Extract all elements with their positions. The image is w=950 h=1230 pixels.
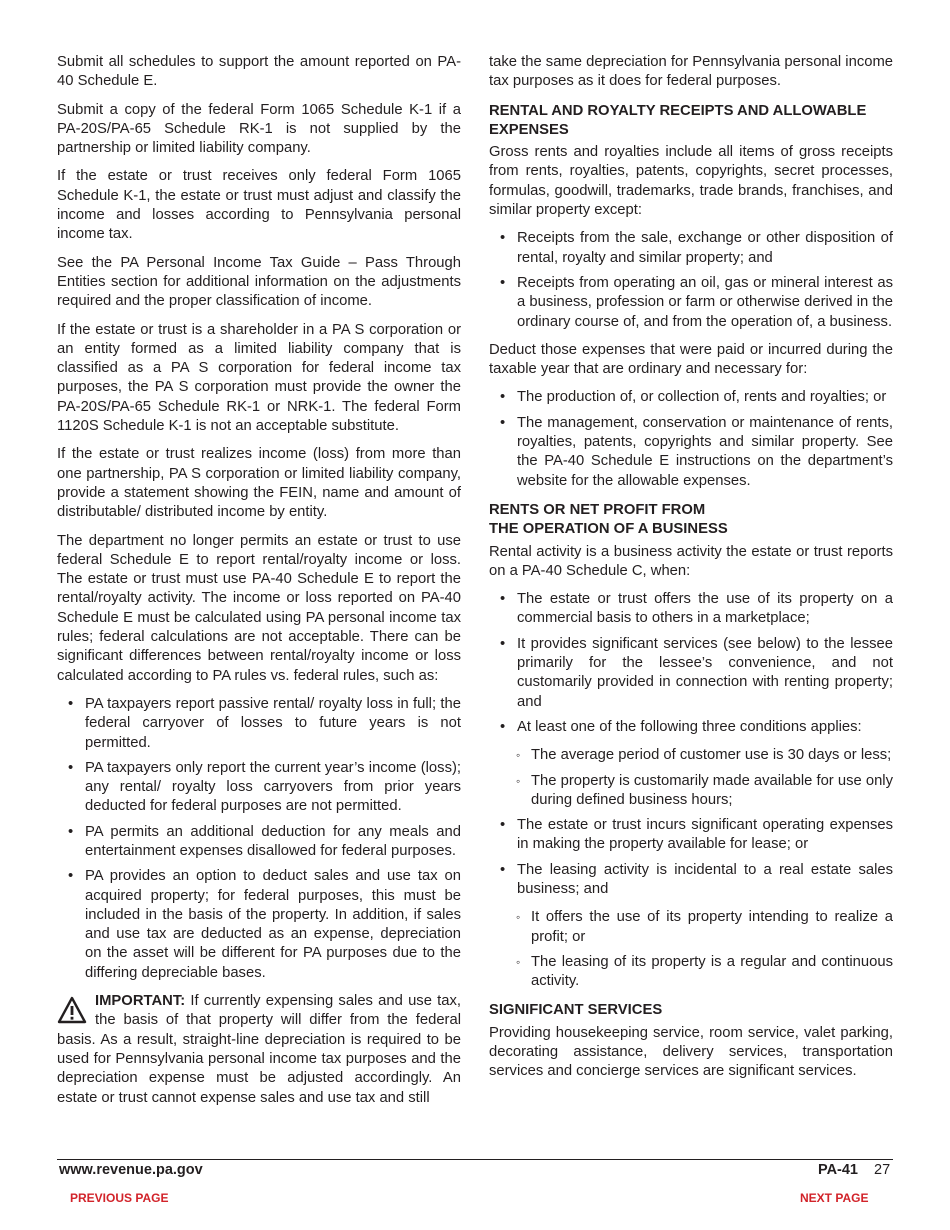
list-item: • PA permits an additional deduction for any meals and entertainment expenses disallowed for federal purposes. (57, 823, 461, 862)
sub-list-item: ◦ The property is customarily made available for use only during defined business hours; (489, 772, 893, 811)
heading-line: THE OPERATION OF A BUSINESS (489, 521, 728, 538)
sub-list-item: ◦ It offers the use of its property intending to realize a profit; or (489, 908, 893, 947)
leasing-conditions-list (489, 908, 893, 991)
paragraph: Submit all schedules to support the amount reported on PA-40 Schedule E. (57, 54, 461, 90)
paragraph: Rental activity is a business activity the estate or trust reports on a PA-40 Schedule C, when: (489, 543, 893, 579)
paragraph: If the estate or trust is a shareholder in a PA S corporation or an entity formed as a limited liability company that is classified as a PA S corporation for federal income tax purposes, the PA S corporation must provide the owner the PA-20S/PA-65 Schedule RK-1 or NRK-1. The federal Form 1120S Schedule K-1 is not an acceptable substitute. (57, 321, 461, 435)
footer-form-name: PA-41 (817, 1162, 858, 1178)
list-item: • At least one of the following three conditions applies: (489, 718, 893, 737)
list-item: • The leasing activity is incidental to a real estate sales business; and (489, 861, 893, 900)
list-item: • It provides significant services (see below) to the lessee primarily for the lessee’s convenience, and not customarily provided in connection with renting property; and (489, 635, 893, 712)
left-column (57, 53, 461, 1108)
important-text: If currently expensing sales and use tax, the basis of that property will differ from the federal basis. As a result, straight-line depreciation is required to be used for Pennsylvania personal income tax purposes and the depreciation expense must be adjusted accordingly. An estate or trust cannot expense sales and use tax and still (57, 993, 461, 1106)
paragraph: Gross rents and royalties include all items of gross receipts from rents, royalties, patents, copyrights, secret processes, formulas, goodwill, trademarks, trade brands, franchises, and similar property except: (489, 144, 893, 219)
next-page-link[interactable]: NEXT PAGE (800, 1191, 869, 1205)
footer-page-number: 27 (874, 1162, 891, 1178)
previous-page-link[interactable]: PREVIOUS PAGE (70, 1191, 169, 1205)
deduct-list (489, 388, 893, 490)
footer-divider (57, 1159, 893, 1160)
list-item: • PA taxpayers report passive rental/ royalty loss in full; the federal carryover of losses to future years is not permitted. (57, 695, 461, 753)
paragraph: take the same depreciation for Pennsylvania personal income tax purposes as it does for federal purposes. (489, 54, 893, 90)
list-item: • Receipts from the sale, exchange or other disposition of rental, royalty and similar property; and (489, 229, 893, 268)
paragraph: If the estate or trust realizes income (loss) from more than one partnership, PA S corporation or limited liability company, provide a statement showing the FEIN, name and amount of distributable/ distributed income by entity. (57, 446, 461, 521)
sub-list-item: ◦ The average period of customer use is 30 days or less; (489, 746, 893, 765)
rental-activity-list (489, 590, 893, 737)
footer-website: www.revenue.pa.gov (59, 1162, 203, 1178)
list-item: • PA taxpayers only report the current year’s income (loss); any rental/ royalty loss carryovers from prior years deducted for federal purposes are not permitted. (57, 759, 461, 817)
right-column (489, 53, 893, 1091)
paragraph: If the estate or trust receives only federal Form 1065 Schedule K-1, the estate or trust must adjust and classify the income and losses according to Pennsylvania personal income tax. (57, 168, 461, 243)
pa-rules-list (57, 695, 461, 983)
list-item: • The estate or trust incurs significant operating expenses in making the property available for lease; or (489, 816, 893, 855)
section-heading-significant-services: SIGNIFICANT SERVICES (489, 1002, 663, 1019)
section-heading-rents-net-profit (489, 501, 893, 540)
paragraph: Providing housekeeping service, room service, valet parking, decorating assistance, delivery services, transportation services and concierge services are significant services. (489, 1024, 893, 1080)
paragraph: Deduct those expenses that were paid or incurred during the taxable year that are ordinary and necessary for: (489, 341, 893, 378)
important-note (57, 992, 461, 1108)
list-item: • Receipts from operating an oil, gas or mineral interest as a business, profession or farm or otherwise derived in the ordinary course of, and from the operation of, a business. (489, 274, 893, 332)
sub-list-item: ◦ The leasing of its property is a regular and continuous activity. (489, 953, 893, 992)
except-list (489, 229, 893, 331)
list-item: • The estate or trust offers the use of its property on a commercial basis to others in a marketplace; (489, 590, 893, 629)
list-item: • PA provides an option to deduct sales and use tax on acquired property; for federal purposes, this must be included in the basis of the property. In addition, if sales and use tax are deducted as an expense, depreciation on the asset will be different for PA purposes due to the differing depreciable bases. (57, 867, 461, 983)
paragraph: Submit a copy of the federal Form 1065 Schedule K-1 if a PA-20S/PA-65 Schedule RK-1 is not supplied by the partnership or limited liability company. (57, 101, 461, 157)
list-item: • The production of, or collection of, rents and royalties; or (489, 388, 893, 407)
section-heading-rental-royalty: RENTAL AND ROYALTY RECEIPTS AND ALLOWABLE EXPENSES (489, 102, 867, 138)
paragraph: The department no longer permits an estate or trust to use federal Schedule E to report rental/royalty income or loss. The estate or trust must use PA-40 Schedule E to report the rental/royalty activity. The income or loss reported on PA-40 Schedule E must be calculated using PA personal income tax rules; federal calculations are not acceptable. There can be significant differences between rental/royalty income or loss calculated according to PA rules vs. federal rules, such as: (57, 532, 461, 684)
heading-line: RENTS OR NET PROFIT FROM (489, 501, 706, 518)
conditions-list (489, 746, 893, 810)
list-item: • The management, conservation or maintenance of rents, royalties, patents, copyrights and similar property. See the PA-40 Schedule E instructions on the department’s website for the allowable expenses. (489, 414, 893, 491)
rental-activity-list-continued (489, 816, 893, 899)
paragraph: See the PA Personal Income Tax Guide – Pass Through Entities section for additional information on the adjustments required and the proper classification of income. (57, 254, 461, 310)
important-label: IMPORTANT: (95, 993, 186, 1010)
warning-icon (57, 996, 87, 1024)
